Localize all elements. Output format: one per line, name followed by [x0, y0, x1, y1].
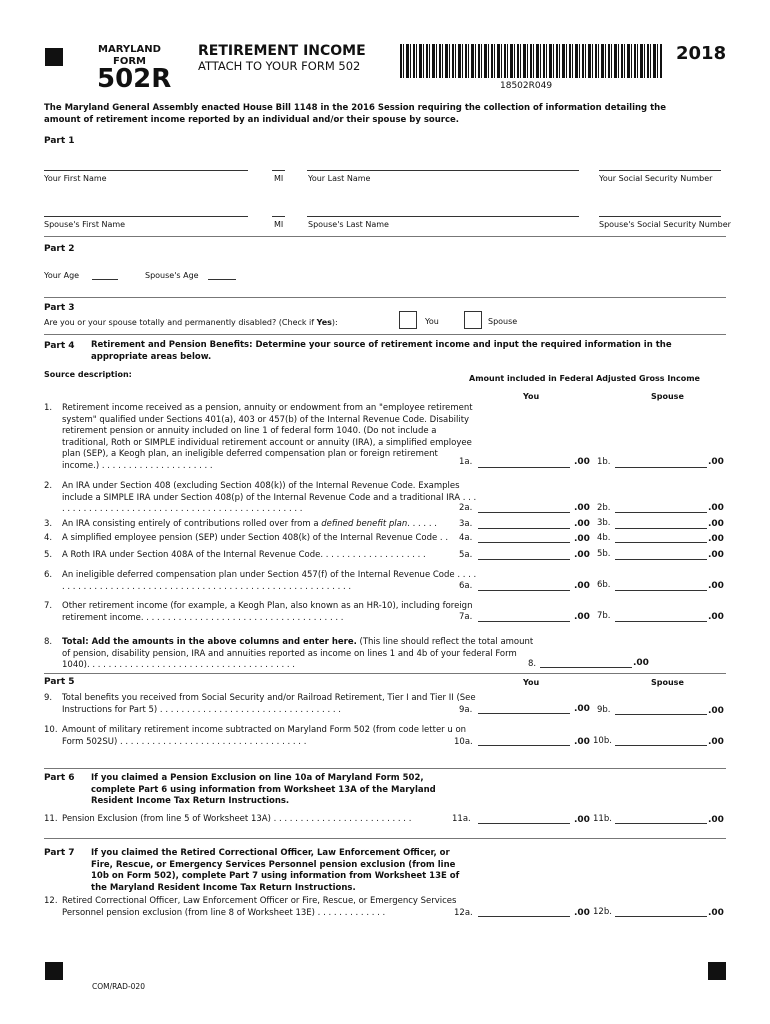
line10-text: Amount of military retirement income subtracted on Maryland Form 502 (from code letter u on Form 502SU) . . . . . . . . . . . . . . . . . . . . . . . . . . . . . . . . . . .	[62, 725, 467, 747]
form-title: RETIREMENT INCOME	[198, 43, 366, 59]
line7-text: Other retirement income (for example, a Keogh Plan, also known as an HR-10), including foreign retirement income. . . . . . . . . . . . . . . . . . . . . . . . . . . . . . . . . . . . . .	[62, 601, 473, 623]
line2b-cents: .00	[708, 503, 724, 513]
source-description-label: Source description:	[44, 370, 132, 379]
divider	[44, 838, 726, 839]
barcode-text: 18502R049	[500, 81, 553, 91]
part5-col-you-header: You	[523, 678, 540, 687]
line11a-field[interactable]	[478, 823, 570, 824]
line2-number: 2.	[44, 481, 53, 491]
your-age-field[interactable]	[92, 279, 118, 280]
part5-label: Part 5	[44, 677, 75, 687]
line9-number: 9.	[44, 693, 53, 703]
line12a-field[interactable]	[478, 916, 570, 917]
spouse-ssn-field[interactable]	[599, 216, 721, 217]
form-number: 502R	[97, 64, 172, 94]
spouse-mi-field[interactable]	[272, 216, 285, 217]
spouse-ssn-label: Spouse's Social Security Number	[599, 220, 731, 229]
line1b-label: 1b.	[597, 457, 611, 467]
line7-number: 7.	[44, 601, 53, 611]
line6a-label: 6a.	[459, 581, 473, 591]
spouse-age-field[interactable]	[208, 279, 236, 280]
line9b-label: 9b.	[597, 705, 611, 715]
ssn-field[interactable]	[599, 170, 721, 171]
line12-number: 12.	[44, 896, 58, 906]
line8-field[interactable]	[540, 667, 632, 668]
line9a-cents: .00	[574, 704, 590, 714]
you-checkbox-label: You	[425, 317, 439, 326]
line11b-cents: .00	[708, 815, 724, 825]
line8-label: 8.	[528, 659, 537, 669]
line1a-field[interactable]	[478, 467, 570, 468]
line3a-field[interactable]	[478, 528, 570, 529]
line2a-field[interactable]	[478, 512, 570, 513]
line12-text: Retired Correctional Officer, Law Enforcement Officer or Fire, Rescue, or Emergency Services Personnel pension exclusion (from line 8 of Worksheet 13E) . . . . . . . . . . . . .	[62, 896, 457, 918]
last-name-label: Your Last Name	[308, 174, 371, 183]
line4b-field[interactable]	[615, 542, 707, 543]
line3a-cents: .00	[574, 519, 590, 529]
tax-year: 2018	[676, 43, 727, 64]
first-name-label: Your First Name	[44, 174, 107, 183]
line4-number: 4.	[44, 533, 53, 543]
barcode	[400, 44, 662, 78]
spouse-checkbox-label: Spouse	[488, 317, 518, 326]
line2a-label: 2a.	[459, 503, 473, 513]
mi-field[interactable]	[272, 170, 285, 171]
line10b-field[interactable]	[615, 745, 707, 746]
divider	[44, 768, 726, 769]
line7b-label: 7b.	[597, 611, 611, 621]
spouse-last-name-label: Spouse's Last Name	[308, 220, 389, 229]
line5a-field[interactable]	[478, 559, 570, 560]
divider	[44, 297, 726, 298]
divider	[44, 236, 726, 237]
line3b-label: 3b.	[597, 518, 611, 528]
line2-text: An IRA under Section 408 (excluding Section 408(k)) of the Internal Revenue Code. Examples include a SIMPLE IRA under Section 408(p) of the Internal Revenue Code and a traditional IRA . . . . . . . . . . . . . . . . . . . . . . . . . . . . . . . . . . . . . . . . . . . . . . . .	[62, 481, 477, 514]
line12b-label: 12b.	[593, 907, 612, 917]
line6b-cents: .00	[708, 581, 724, 591]
line3a-label: 3a.	[459, 519, 473, 529]
line9b-cents: .00	[708, 706, 724, 716]
line8-number: 8.	[44, 637, 53, 647]
line9b-field[interactable]	[615, 714, 707, 715]
line7b-cents: .00	[708, 612, 724, 622]
line4b-label: 4b.	[597, 533, 611, 543]
form-word: FORM	[113, 56, 146, 67]
line12b-cents: .00	[708, 908, 724, 918]
line10b-label: 10b.	[593, 736, 612, 746]
form-subtitle: ATTACH TO YOUR FORM 502	[198, 59, 361, 73]
divider	[44, 673, 726, 674]
line1a-label: 1a.	[459, 457, 473, 467]
your-age-label: Your Age	[44, 271, 80, 280]
line11a-label: 11a.	[452, 814, 471, 824]
line1a-cents: .00	[574, 457, 590, 467]
line7a-label: 7a.	[459, 612, 473, 622]
divider	[44, 334, 726, 335]
line3b-cents: .00	[708, 519, 724, 529]
state-label: MARYLAND	[98, 44, 161, 55]
line3b-field[interactable]	[615, 528, 707, 529]
first-name-field[interactable]	[44, 170, 248, 171]
line4-text: A simplified employee pension (SEP) under Section 408(k) of the Internal Revenue Code . .	[62, 533, 449, 543]
part3-label: Part 3	[44, 303, 75, 313]
line12a-cents: .00	[574, 908, 590, 918]
line1b-field[interactable]	[615, 467, 707, 468]
line6a-field[interactable]	[478, 590, 570, 591]
line5-text: A Roth IRA under Section 408A of the Internal Revenue Code. . . . . . . . . . . . . . . . . . . .	[62, 550, 426, 560]
line5b-cents: .00	[708, 550, 724, 560]
part5-col-spouse-header: Spouse	[651, 678, 684, 687]
line2b-field[interactable]	[615, 512, 707, 513]
registration-mark-top-left	[45, 48, 63, 66]
line2b-label: 2b.	[597, 503, 611, 513]
line7b-field[interactable]	[615, 621, 707, 622]
line4a-cents: .00	[574, 534, 590, 544]
line10a-label: 10a.	[454, 737, 473, 747]
line12a-label: 12a.	[454, 908, 473, 918]
line5a-cents: .00	[574, 550, 590, 560]
line11b-field[interactable]	[615, 823, 707, 824]
line9-text: Total benefits you received from Social Security and/or Railroad Retirement, Tier I and Tier II (See Instructions for Part 5) . . . . . . . . . . . . . . . . . . . . . . . . . . . . . . . . . .	[62, 693, 476, 715]
line7a-field[interactable]	[478, 621, 570, 622]
line8-cents: .00	[633, 658, 649, 668]
line5b-field[interactable]	[615, 559, 707, 560]
line4a-field[interactable]	[478, 542, 570, 543]
spouse-disabled-checkbox[interactable]	[464, 311, 482, 329]
part7-label: Part 7	[44, 848, 75, 858]
line9a-label: 9a.	[459, 705, 473, 715]
form-code: COM/RAD-020	[92, 982, 145, 991]
line11-number: 11.	[44, 814, 58, 824]
part7-heading: If you claimed the Retired Correctional Officer, Law Enforcement Officer, or Fire, Rescue, or Emergency Services Personnel pension exclusion (from line 10b on Form 502), complete Part 7 using information from Worksheet 13E of the Maryland Resident Income Tax Return Instructions.	[91, 848, 460, 893]
line6a-cents: .00	[574, 581, 590, 591]
line6-number: 6.	[44, 570, 53, 580]
last-name-field[interactable]	[307, 170, 579, 171]
line7a-cents: .00	[574, 612, 590, 622]
part1-label: Part 1	[44, 136, 75, 146]
line11b-label: 11b.	[593, 814, 612, 824]
line6b-field[interactable]	[615, 590, 707, 591]
line8-text: Total: Add the amounts in the above columns and enter here. (This line should reflect the total amount of pension, disability pension, IRA and annuities reported as income on lines 1 and 4b of your federal Form 1040). . . . . . . . . . . . . . . . . . . . . . . . . . . . . . . . . . . . . . .	[62, 637, 534, 670]
disabled-question: Are you or your spouse totally and permanently disabled? (Check if Yes):	[44, 318, 338, 327]
line11-text: Pension Exclusion (from line 5 of Worksheet 13A) . . . . . . . . . . . . . . . . . . . . . . . . . .	[62, 814, 412, 824]
part6-label: Part 6	[44, 773, 75, 783]
spouse-last-name-field[interactable]	[307, 216, 579, 217]
part4-heading: Retirement and Pension Benefits: Determine your source of retirement income and input the required information in the appropriate areas below.	[91, 340, 672, 362]
line1-number: 1.	[44, 403, 53, 413]
line4a-label: 4a.	[459, 533, 473, 543]
spouse-first-name-label: Spouse's First Name	[44, 220, 126, 229]
line10a-cents: .00	[574, 737, 590, 747]
line11a-cents: .00	[574, 815, 590, 825]
line10-number: 10.	[44, 725, 58, 735]
intro-text: The Maryland General Assembly enacted House Bill 1148 in the 2016 Session requiring the collection of information detailing the amount of retirement income reported by an individual and/or their spouse by source.	[44, 103, 666, 125]
part2-label: Part 2	[44, 244, 75, 254]
line1-text: Retirement income received as a pension, annuity or endowment from an "employee retirement system" qualified under Sections 401(a), 403 or 457(b) of the Internal Revenue Code. Disability retirement pension or annuity included on line 1 of federal form 1040. (Do not include a traditional, Roth or SIMPLE individual retirement account or annuity (IRA), a simplified employee plan (SEP), a Keogh plan, an ineligible deferred compensation plan or foreign retirement income.) . . . . . . . . . . . . . . . . . . . . .	[62, 403, 473, 471]
amount-heading: Amount included in Federal Adjusted Gross Income	[469, 374, 700, 383]
registration-mark-bottom-right	[708, 962, 726, 980]
line9a-field[interactable]	[478, 713, 570, 714]
line6-text: An ineligible deferred compensation plan under Section 457(f) of the Internal Revenue Code . . . . . . . . . . . . . . . . . . . . . . . . . . . . . . . . . . . . . . . . . . . . . . . . . . . . . . . . . .	[62, 570, 477, 592]
you-disabled-checkbox[interactable]	[399, 311, 417, 329]
line1b-cents: .00	[708, 457, 724, 467]
line6b-label: 6b.	[597, 580, 611, 590]
line3-number: 3.	[44, 519, 53, 529]
spouse-age-label: Spouse's Age	[145, 271, 199, 280]
line5a-label: 5a.	[459, 550, 473, 560]
part4-label: Part 4	[44, 341, 75, 351]
line4b-cents: .00	[708, 534, 724, 544]
registration-mark-bottom-left	[45, 962, 63, 980]
ssn-label: Your Social Security Number	[599, 174, 713, 183]
line5b-label: 5b.	[597, 549, 611, 559]
spouse-mi-label: MI	[274, 220, 284, 229]
line2a-cents: .00	[574, 503, 590, 513]
spouse-first-name-field[interactable]	[44, 216, 248, 217]
col-you-header: You	[523, 392, 540, 401]
line10b-cents: .00	[708, 737, 724, 747]
part6-heading: If you claimed a Pension Exclusion on line 10a of Maryland Form 502, complete Part 6 using information from Worksheet 13A of the Maryland Resident Income Tax Return Instructions.	[91, 773, 436, 806]
col-spouse-header: Spouse	[651, 392, 684, 401]
line5-number: 5.	[44, 550, 53, 560]
line10a-field[interactable]	[478, 745, 570, 746]
line3-text: An IRA consisting entirely of contributions rolled over from a defined benefit plan. . . . . .	[62, 519, 437, 529]
mi-label: MI	[274, 174, 284, 183]
line12b-field[interactable]	[615, 916, 707, 917]
